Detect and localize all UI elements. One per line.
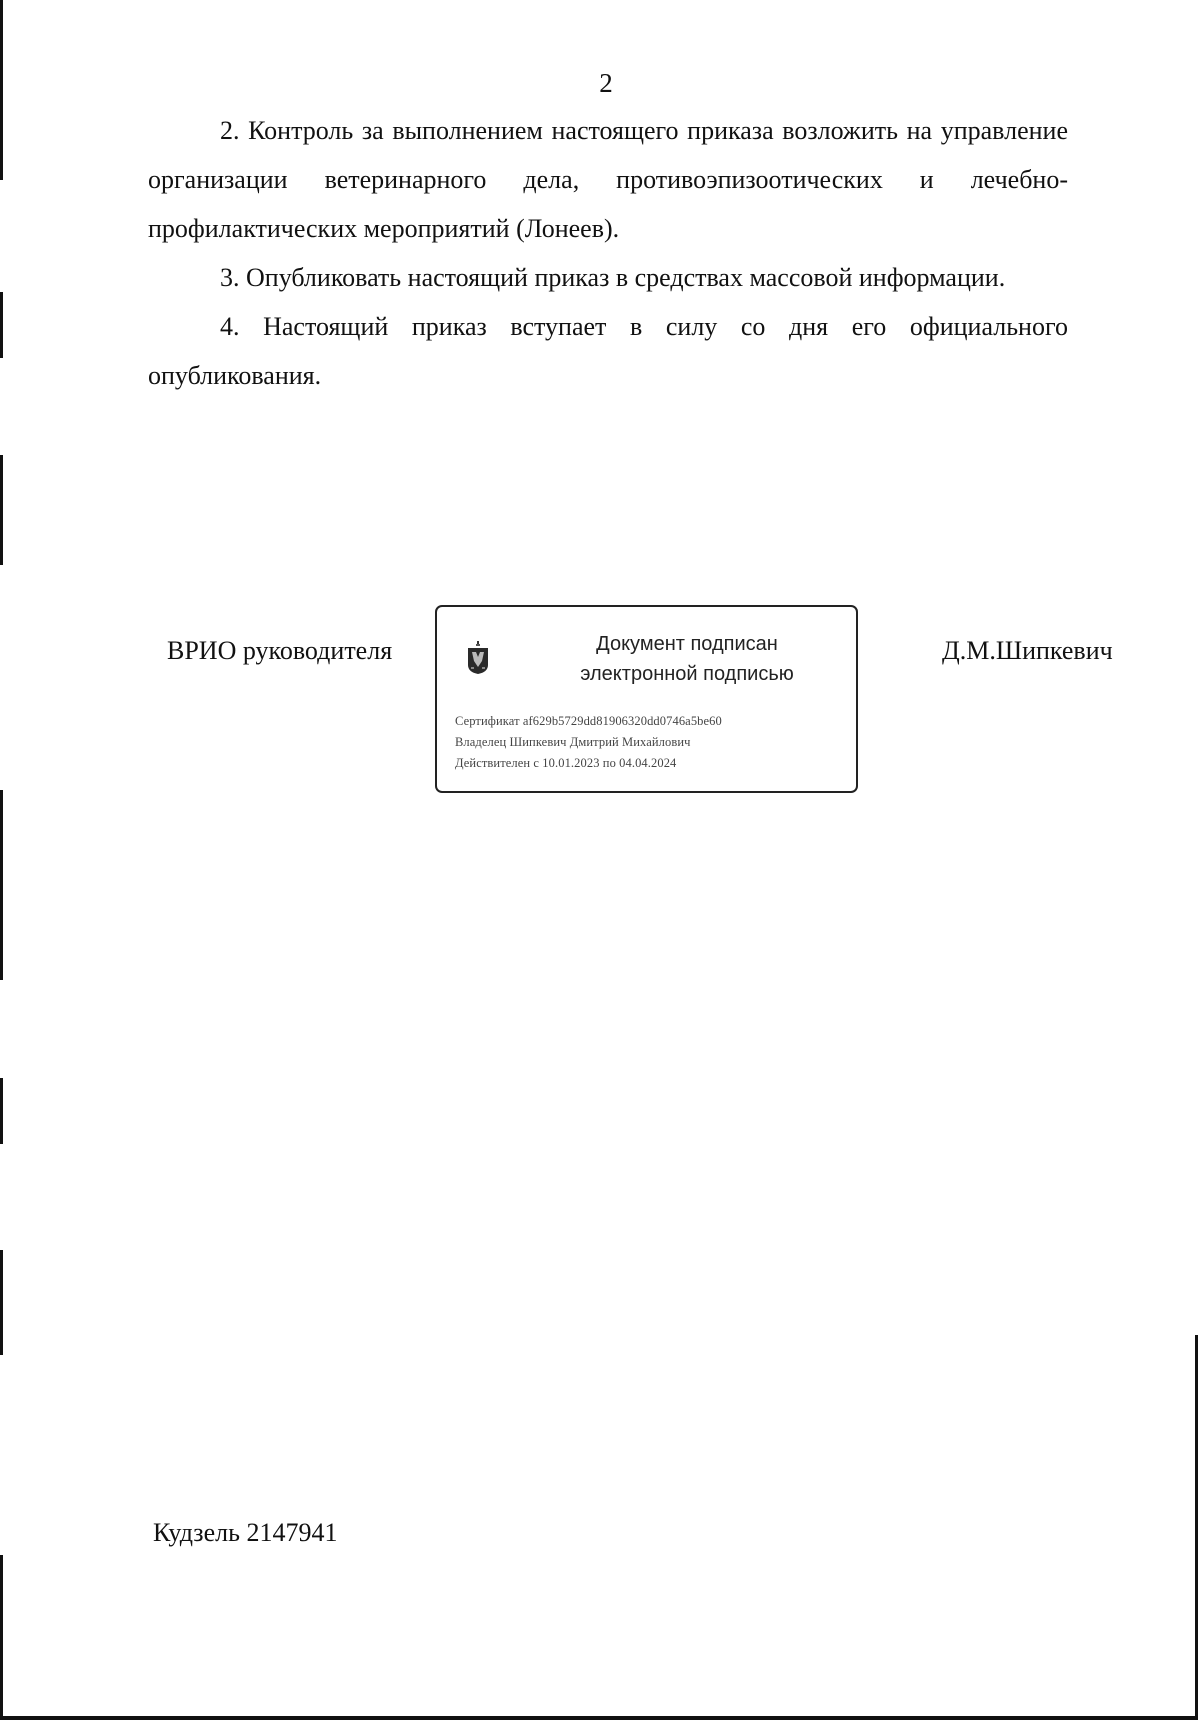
paragraph-item-2: 2. Контроль за выполнением настоящего приказа возложить на управление организации ветеринарного дела, противоэпизоотических и лечебно-профилактических мероприятий (Лонеев).: [148, 116, 1068, 243]
coat-of-arms-icon: [467, 641, 489, 675]
paragraph-item-3: 3. Опубликовать настоящий приказ в средствах массовой информации.: [220, 263, 1006, 292]
order-body: [148, 106, 1068, 400]
scan-edge-mark: [0, 455, 3, 565]
electronic-signature-stamp: [435, 605, 858, 793]
stamp-certificate: Сертификат af629b5729dd81906320dd0746a5be60: [455, 714, 722, 728]
signatory-name: Д.М.Шипкевич: [942, 636, 1113, 665]
stamp-heading-line1: Документ подписан: [596, 633, 778, 655]
stamp-heading: [567, 629, 807, 689]
signature-block: [0, 600, 1200, 800]
scan-edge-mark: [0, 1250, 3, 1355]
page-number: 2: [599, 68, 613, 98]
scan-edge-mark: [0, 292, 3, 358]
scan-edge-mark: [0, 790, 3, 980]
stamp-validity: Действителен с 10.01.2023 по 04.04.2024: [455, 756, 677, 770]
stamp-heading-line2: электронной подписью: [580, 663, 794, 685]
scan-edge-mark: [0, 1078, 3, 1144]
stamp-owner: Владелец Шипкевич Дмитрий Михайлович: [455, 735, 691, 749]
executor-note: Кудзель 2147941: [153, 1518, 338, 1547]
scan-frame-bottom: [0, 1716, 1198, 1720]
stamp-details: [455, 711, 722, 774]
scan-edge-mark: [0, 1555, 3, 1720]
paragraph-item-4: 4. Настоящий приказ вступает в силу со дня его официального опубликования.: [148, 312, 1068, 390]
signatory-title: ВРИО руководителя: [167, 636, 393, 665]
scan-frame-right: [1195, 1335, 1198, 1720]
